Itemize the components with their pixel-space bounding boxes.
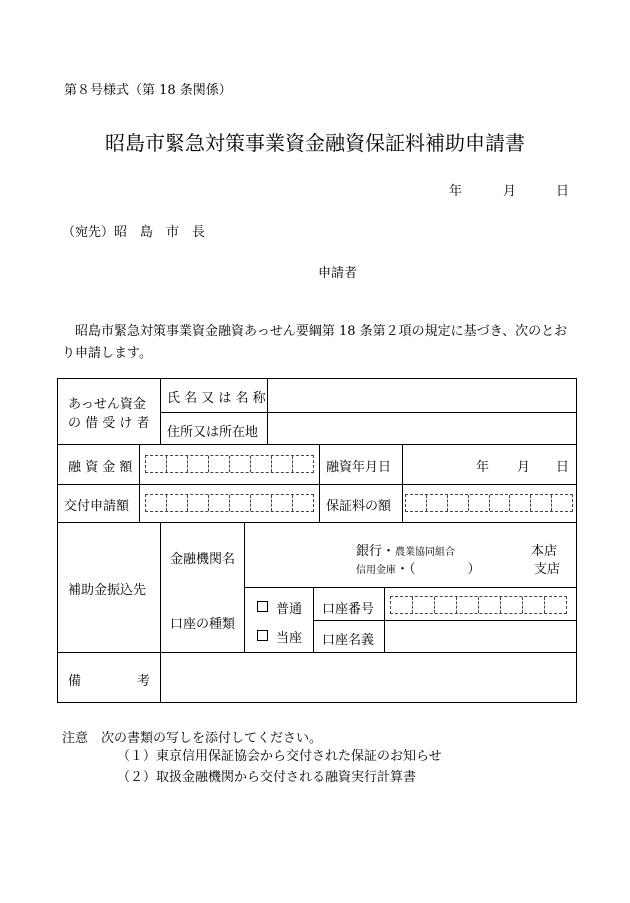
date-day-label: 日 xyxy=(556,184,570,199)
loan-amount-field[interactable] xyxy=(145,455,314,473)
account-type-label: 口座の種類 xyxy=(170,617,236,632)
account-number-field[interactable] xyxy=(390,596,567,614)
loan-date-day: 日 xyxy=(556,460,570,475)
borrower-label-line1: あっせん資金 xyxy=(68,397,146,412)
account-number-label: 口座番号 xyxy=(322,602,375,617)
head-office-label: 本店 xyxy=(531,544,558,559)
account-name-field[interactable] xyxy=(387,623,574,651)
remarks-label-1: 備 xyxy=(68,674,82,689)
checkbox-icon[interactable] xyxy=(257,630,268,641)
loan-amount-label: 融 資 金 額 xyxy=(68,460,133,475)
guarantee-fee-field[interactable] xyxy=(405,494,573,512)
checkbox-icon[interactable] xyxy=(257,601,268,612)
date-month-label: 月 xyxy=(503,184,517,199)
loan-date-year: 年 xyxy=(476,460,490,475)
address-field[interactable] xyxy=(270,415,574,443)
credit-union-text: 信用金庫・（ ） xyxy=(356,562,481,577)
grant-amount-field[interactable] xyxy=(145,494,314,512)
form-number: 第８号様式（第 18 条関係） xyxy=(64,83,232,98)
loan-date-month: 月 xyxy=(517,460,531,475)
name-field[interactable] xyxy=(270,381,574,411)
notes-heading: 注意 次の書類の写しを添付してください。 xyxy=(62,731,323,746)
addressee: （宛先）昭 島 市 長 xyxy=(62,225,206,240)
grant-amount-label: 交付申請額 xyxy=(64,499,130,514)
remarks-label-2: 考 xyxy=(137,674,151,689)
guarantee-fee-label: 保証料の額 xyxy=(326,499,392,514)
bank-text: 銀行・農業協同組合 xyxy=(356,544,456,559)
borrower-label-line2: の 借 受 け 者 xyxy=(68,416,150,431)
remarks-field[interactable] xyxy=(163,655,574,700)
loan-date-label: 融資年月日 xyxy=(326,460,392,475)
notes-item-1: （１）東京信用保証協会から交付された保証のお知らせ xyxy=(117,749,442,764)
institution-label: 金融機関名 xyxy=(170,552,236,567)
ordinary-account-option[interactable]: 普通 xyxy=(257,598,302,617)
transfer-label: 補助金振込先 xyxy=(68,583,147,598)
body-text: 昭島市緊急対策事業資金融資あっせん要綱第 18 条第２項の規定に基づき、次のとおり申請します。 xyxy=(62,324,568,361)
notes-item-2: （２）取扱金融機関から交付される融資実行計算書 xyxy=(117,770,417,785)
name-label: 氏 名 又 は 名 称 xyxy=(167,391,266,406)
address-label: 住所又は所在地 xyxy=(167,425,259,440)
applicant-label: 申請者 xyxy=(318,266,358,281)
current-account-option[interactable]: 当座 xyxy=(257,627,302,646)
date-year-label: 年 xyxy=(449,184,463,199)
account-name-label: 口座名義 xyxy=(322,633,375,648)
branch-office-label: 支店 xyxy=(534,562,561,577)
page-title: 昭島市緊急対策事業資金融資保証料補助申請書 xyxy=(105,131,525,155)
